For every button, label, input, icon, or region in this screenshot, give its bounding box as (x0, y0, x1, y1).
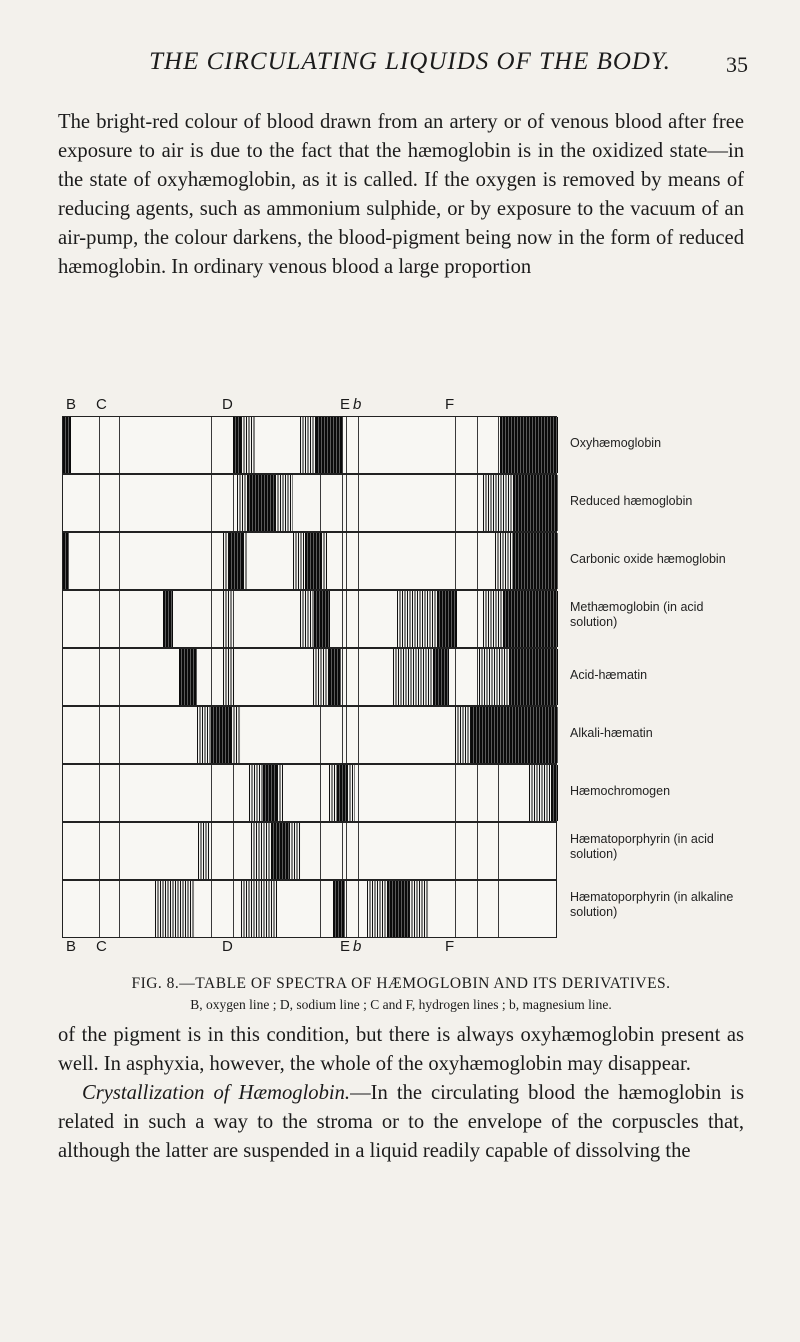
cell-divider (477, 881, 478, 937)
line-letter-mg-bottom: b (353, 938, 362, 955)
line-letter-f-top: F (445, 396, 455, 413)
absorption-band (155, 881, 195, 937)
spectrum-label: Alkali-hæmatin (570, 726, 653, 740)
absorption-band (321, 533, 327, 589)
paragraph-crystallization-text: —In the circulating blood the hæmoglobin is related in such a way to the stroma or to the envelope of the corpuscles that, although the latter are suspended in a liquid readily capable of dissolving the (58, 1082, 745, 1162)
absorption-band (229, 533, 243, 589)
absorption-band (433, 649, 449, 705)
cell-divider (119, 591, 120, 647)
cell-divider (358, 475, 359, 531)
cell-divider (211, 533, 212, 589)
cell-divider (455, 881, 456, 937)
line-letter-e-bottom: E (340, 938, 351, 955)
spectrum-label: Reduced hæmoglobin (570, 494, 693, 508)
absorption-band (500, 417, 558, 473)
cell-divider (358, 417, 359, 473)
absorption-band (300, 591, 314, 647)
absorption-band (367, 881, 387, 937)
absorption-band (509, 649, 558, 705)
spectrum-row (62, 764, 557, 822)
cell-divider (342, 475, 343, 531)
cell-divider (342, 417, 343, 473)
absorption-band (513, 533, 558, 589)
cell-divider (346, 707, 347, 763)
absorption-band (237, 475, 247, 531)
absorption-band (479, 649, 509, 705)
spectrum-row (62, 590, 557, 648)
cell-divider (455, 765, 456, 821)
absorption-band (529, 765, 551, 821)
cell-divider (358, 533, 359, 589)
cell-divider (455, 533, 456, 589)
cell-divider (99, 823, 100, 879)
subheading-crystallization: Crystallization of Hæmoglobin. (82, 1082, 351, 1104)
cell-divider (342, 707, 343, 763)
cell-divider (320, 707, 321, 763)
absorption-band (393, 649, 433, 705)
cell-divider (477, 533, 478, 589)
cell-divider (119, 533, 120, 589)
paragraph-bottom (58, 1021, 744, 1166)
spectrum-label: Oxyhæmoglobin (570, 436, 662, 450)
cell-divider (346, 823, 347, 879)
cell-divider (477, 649, 478, 705)
absorption-band (483, 475, 513, 531)
cell-divider (477, 591, 478, 647)
line-letter-c-top: C (96, 396, 107, 413)
spectrum-row (62, 880, 557, 938)
line-letters-top (0, 396, 800, 416)
absorption-band (437, 591, 457, 647)
line-letter-c-bottom: C (96, 938, 107, 955)
figure-caption-title: FIG. 8.—TABLE OF SPECTRA OF HÆMOGLOBIN AND ITS DERIVATIVES. (131, 975, 671, 992)
spectrum-label: Acid-hæmatin (570, 668, 648, 682)
absorption-band (551, 765, 558, 821)
cell-divider (99, 591, 100, 647)
cell-divider (211, 475, 212, 531)
cell-divider (498, 765, 499, 821)
cell-divider (342, 823, 343, 879)
cell-divider (477, 823, 478, 879)
running-title: THE CIRCULATING LIQUIDS OF THE BODY. (149, 48, 671, 75)
cell-divider (477, 417, 478, 473)
spectrum-label: Hæmatoporphyrin (in acid solution) (570, 832, 714, 861)
absorption-band (277, 765, 283, 821)
cell-divider (455, 475, 456, 531)
cell-divider (320, 765, 321, 821)
absorption-band (247, 475, 275, 531)
absorption-band (223, 649, 235, 705)
cell-divider (346, 881, 347, 937)
cell-divider (99, 533, 100, 589)
cell-divider (119, 707, 120, 763)
cell-divider (455, 823, 456, 879)
page-header (0, 48, 800, 88)
cell-divider (119, 649, 120, 705)
cell-divider (119, 475, 120, 531)
cell-divider (233, 881, 234, 937)
absorption-band (333, 881, 345, 937)
cell-divider (99, 765, 100, 821)
spectrum-row (62, 474, 557, 532)
absorption-band (387, 881, 409, 937)
spectrum-row (62, 648, 557, 706)
cell-divider (455, 417, 456, 473)
line-letter-f-bottom: F (445, 938, 455, 955)
paragraph-top (58, 108, 744, 282)
absorption-band (329, 649, 341, 705)
line-letters-bottom (0, 938, 800, 958)
cell-divider (99, 475, 100, 531)
cell-divider (358, 707, 359, 763)
cell-divider (358, 881, 359, 937)
cell-divider (233, 475, 234, 531)
line-letter-b-bottom: B (66, 938, 77, 955)
cell-divider (455, 649, 456, 705)
spectra-figure (0, 396, 800, 1016)
absorption-band (163, 591, 173, 647)
cell-divider (342, 591, 343, 647)
absorption-band (337, 765, 347, 821)
cell-divider (498, 417, 499, 473)
spectrum-label: Hæmatoporphyrin (in alkaline solution) (570, 890, 734, 919)
cell-divider (119, 417, 120, 473)
line-letter-b-top: B (66, 396, 77, 413)
absorption-band (483, 591, 503, 647)
cell-divider (99, 707, 100, 763)
absorption-band (314, 591, 330, 647)
spectrum-label: Carbonic oxide hæmoglobin (570, 552, 726, 566)
absorption-band (241, 417, 255, 473)
cell-divider (211, 417, 212, 473)
cell-divider (320, 475, 321, 531)
absorption-band (316, 417, 342, 473)
absorption-band (471, 707, 501, 763)
paragraph-bottom-continuation: of the pigment is in this condition, but there is always oxyhæmoglobin present as well. In asphyxia, however, the whole of the oxyhæmoglobin may disappear. (58, 1024, 744, 1075)
paragraph-top-text: The bright-red colour of blood drawn from an artery or of venous blood after free exposure to air is due to the fact that the hæmoglobin is in the oxidized state—in the state of oxyhæmoglobin, as it is called. If the oxygen is removed by means of reducing agents, such as ammonium sulphide, or by exposure to the vacuum of an air-pump, the colour darkens, the blood-pigment being now in the form of reduced hæmoglobin. In ordinary venous blood a large proportion (58, 111, 744, 278)
cell-divider (211, 591, 212, 647)
page-number: 35 (726, 52, 748, 77)
cell-divider (358, 649, 359, 705)
cell-divider (99, 881, 100, 937)
absorption-band (329, 765, 337, 821)
spectra-grid (62, 416, 557, 938)
cell-divider (211, 649, 212, 705)
absorption-band (397, 591, 437, 647)
absorption-band (231, 707, 241, 763)
spectrum-label: Methæmoglobin (in acid solution) (570, 600, 704, 629)
absorption-band (289, 823, 301, 879)
cell-divider (119, 765, 120, 821)
absorption-band (63, 417, 71, 473)
line-letter-d-top: D (222, 396, 233, 413)
cell-divider (211, 823, 212, 879)
absorption-band (409, 881, 429, 937)
spectrum-row (62, 706, 557, 764)
absorption-band (275, 475, 293, 531)
cell-divider (99, 417, 100, 473)
cell-divider (346, 475, 347, 531)
absorption-band (211, 707, 231, 763)
cell-divider (358, 765, 359, 821)
absorption-band (251, 823, 271, 879)
cell-divider (498, 881, 499, 937)
absorption-band (243, 533, 247, 589)
figure-caption-legend: B, oxygen line ; D, sodium line ; C and F, hydrogen lines ; b, magnesium line. (190, 997, 612, 1012)
absorption-band (241, 881, 277, 937)
cell-divider (342, 649, 343, 705)
cell-divider (119, 823, 120, 879)
cell-divider (342, 533, 343, 589)
absorption-band (197, 707, 211, 763)
absorption-band (293, 533, 305, 589)
line-letter-e-top: E (340, 396, 351, 413)
cell-divider (320, 881, 321, 937)
cell-divider (346, 417, 347, 473)
line-letter-d-bottom: D (222, 938, 233, 955)
line-letter-mg-top: b (353, 396, 362, 413)
absorption-band (300, 417, 316, 473)
cell-divider (358, 591, 359, 647)
spectrum-row (62, 822, 557, 880)
cell-divider (119, 881, 120, 937)
absorption-band (347, 765, 355, 821)
cell-divider (320, 823, 321, 879)
spectrum-row (62, 416, 557, 474)
absorption-band (495, 533, 513, 589)
absorption-band (305, 533, 321, 589)
cell-divider (233, 765, 234, 821)
absorption-band (313, 649, 329, 705)
absorption-band (271, 823, 289, 879)
absorption-band (223, 591, 233, 647)
cell-divider (346, 591, 347, 647)
paragraph-crystallization (58, 1079, 744, 1166)
absorption-band (513, 475, 558, 531)
absorption-band (503, 591, 558, 647)
absorption-band (249, 765, 263, 821)
cell-divider (498, 823, 499, 879)
cell-divider (211, 881, 212, 937)
cell-divider (233, 823, 234, 879)
absorption-band (179, 649, 197, 705)
spectrum-label: Hæmochromogen (570, 784, 671, 798)
absorption-band (455, 707, 471, 763)
cell-divider (346, 649, 347, 705)
cell-divider (358, 823, 359, 879)
cell-divider (99, 649, 100, 705)
cell-divider (477, 765, 478, 821)
cell-divider (211, 765, 212, 821)
cell-divider (346, 533, 347, 589)
cell-divider (233, 591, 234, 647)
absorption-band (198, 823, 210, 879)
cell-divider (477, 475, 478, 531)
absorption-band (263, 765, 277, 821)
absorption-band (63, 533, 69, 589)
absorption-band (501, 707, 558, 763)
spectrum-row (62, 532, 557, 590)
